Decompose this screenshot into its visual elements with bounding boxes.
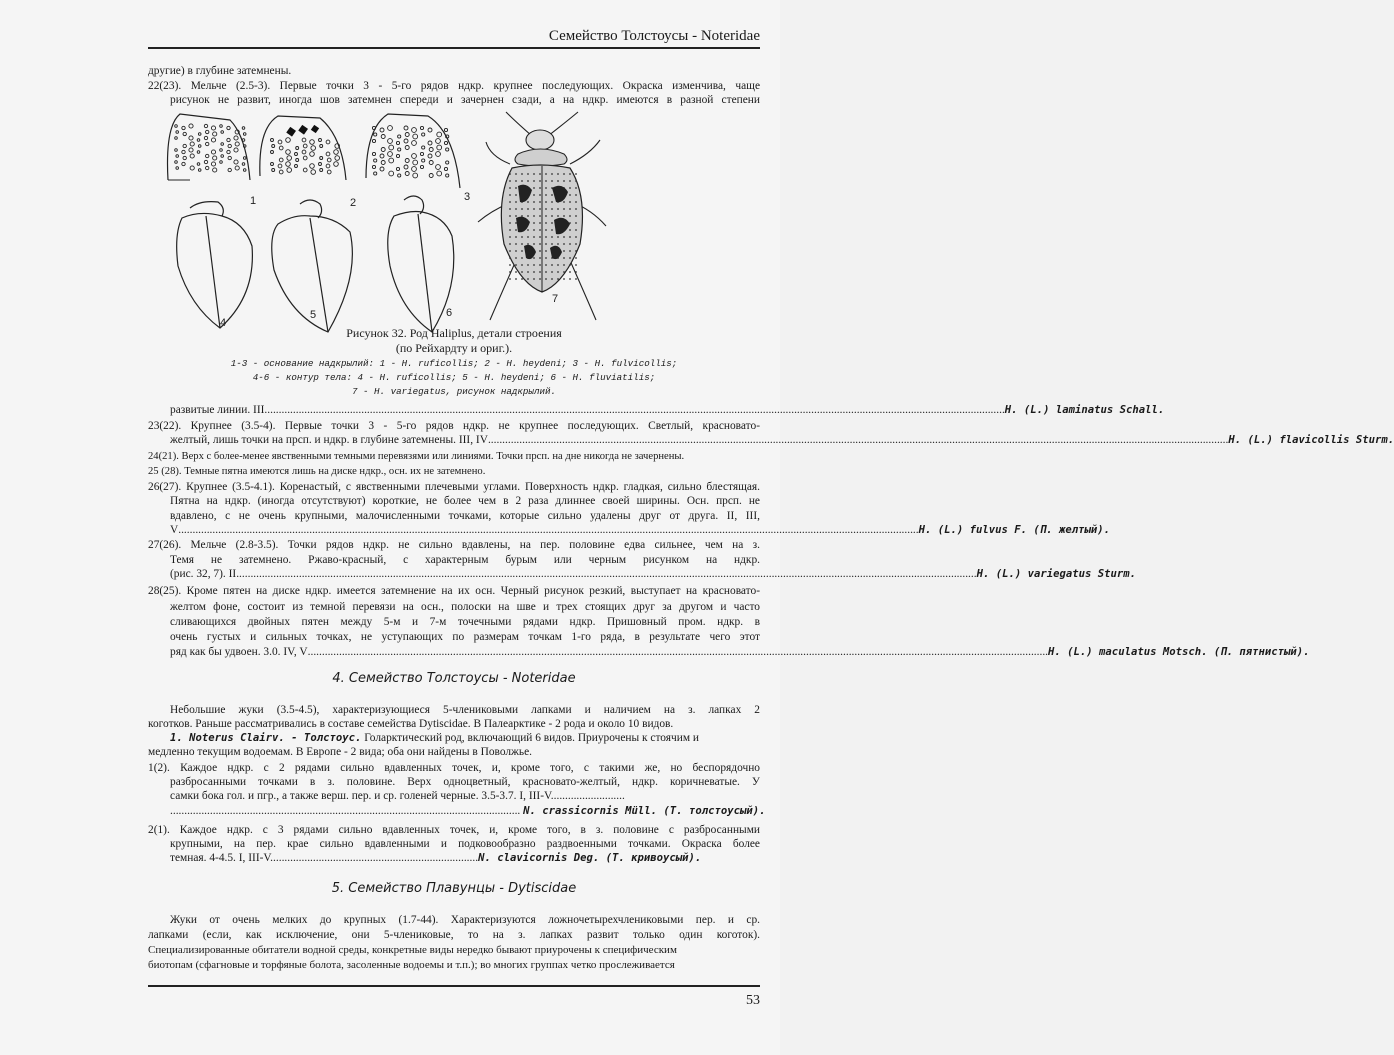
header-rule (148, 47, 760, 49)
figure-legend-line: 1-3 - основание надкрылий: 1 - H. ruficollis; 2 - H. heydeni; 3 - H. fulvicollis; (230, 358, 678, 369)
key-text: 25 (28). Темные пятна имеются лишь на диске ндкр., осн. их не затемнено. (148, 466, 486, 477)
genus-line (170, 731, 760, 745)
elytra-base-sketch-3 (366, 114, 460, 188)
figure-label-7: 7 (552, 293, 559, 305)
key-text-line (148, 419, 760, 433)
text-line: Специализированные обитатели водной среды, конкретные виды нередко бывают приурочены к специфическим (148, 944, 677, 956)
leader-dots: .................................................................................................................................................................................................................................................................... (178, 524, 919, 536)
species-line (170, 851, 760, 865)
key-text: вдавлено, с не очень крупными, малочисленными точками, которые сильно удалены друг от друга. II, III, (170, 510, 760, 522)
species-name: N. clavicornis Deg. (T. кривоусый). (478, 852, 702, 864)
species-name: H. (L.) flavicollis Sturm. (1228, 434, 1394, 446)
section-heading-dytiscidae: 5. Семейство Плавунцы - Dytiscidae (331, 881, 577, 896)
figure-caption-title: Рисунок 32. Род Haliplus, детали строения (346, 326, 562, 340)
figure-legend-line: 7 - H. variegatus, рисунок надкрылий. (352, 386, 556, 397)
species-name: H. (L.) fulvus F. (П. желтый). (918, 524, 1110, 536)
leader-dots: .......................... (550, 790, 625, 802)
key-species-line (170, 403, 1165, 417)
species-name: N. crassicornis Müll. (T. толстоусый). (523, 805, 766, 817)
key-text: Темя не затемнено. Ржаво-красный, с характерным бурым или черным рисунком на ндкр. (170, 554, 760, 566)
text-line: Жуки от очень мелких до крупных (1.7-44). Характеризуются ложночетырехчлениковыми пер. и ср. (170, 914, 760, 926)
text-line: 1(2). Каждое ндкр. с 2 рядами сильно вдавленных точек, и, кроме того, с такими же, но беспорядочно (148, 762, 760, 774)
leader-dots: .................................................................................................................................................................................................................................................................... (307, 646, 1049, 658)
text-line: Небольшие жуки (3.5-4.5), характеризующиеся 5-члениковыми лапками и наличием на з. лапках 2 (170, 704, 760, 716)
key-text-line (148, 450, 760, 464)
text-fragment: темная. 4-4.5. I, III-V (170, 852, 271, 864)
elytra-base-sketch-2 (260, 116, 346, 180)
key-text-line (170, 615, 760, 629)
beetle-illustration (478, 112, 606, 320)
text-line: биотопам (сфагновые и торфяные болота, засоленные водоемы и т.п.); во многих группах четко прослеживается (148, 959, 675, 971)
beetle-figure (160, 106, 620, 338)
figure-label-5: 5 (310, 309, 317, 321)
key-species-line (170, 567, 1137, 581)
leader-dots: .................................................................................................................................................................................................................................................................... (487, 434, 1229, 446)
text-line: лапками (если, как исключение, они 5-члениковые, то на з. лапках развит только один коготок). (148, 929, 760, 941)
species-name: H. (L.) maculatus Motsch. (П. пятнистый). (1048, 646, 1310, 658)
text-line: разбросанными точками в з. половине. Верх одноцветный, красновато-желтый, ндкр. коричневатые. У (170, 776, 760, 788)
figure-label-3: 3 (464, 191, 471, 203)
section-heading-noteridae: 4. Семейство Толстоусы - Noteridae (332, 671, 576, 686)
key-text: 24(21). Верх с более-менее явственными темными перевязями или линиями. Точки прсп. на дне никогда не зачернены. (148, 451, 685, 462)
key-text-line (148, 465, 760, 479)
key-text-line (148, 538, 760, 552)
leader-dots: .................................................................................................................................................................................................................................................................... (236, 568, 977, 580)
body-outline-4 (177, 202, 253, 328)
key-text-line (148, 480, 760, 494)
leader-dots: ........................................................................................................................... (170, 805, 524, 817)
species-name: H. (L.) laminatus Schall. (1004, 404, 1165, 416)
key-species-line (170, 645, 1310, 659)
key-species-line (170, 433, 1394, 447)
key-text: 28(25). Кроме пятен на диске ндкр. имеется затемнение на их осн. Черный рисунок резкий, выступает на красновато- (148, 585, 760, 597)
genus-name: 1. Noterus Clairv. - Толстоус. (170, 732, 362, 744)
key-text: желтый, лишь точки на прсп. и ндкр. в глубине затемнены. III, IV (170, 434, 488, 446)
key-text: V (170, 524, 179, 536)
key-text: ряд как бы удвоен. 3.0. IV, V (170, 646, 308, 658)
key-text: Пятна на ндкр. (иногда отсутствуют) короткие, не более чем в 2 раза длиннее своей ширины. Осн. прсп. не (170, 495, 760, 507)
leader-dots: ......................................................................... (270, 852, 479, 864)
elytra-base-sketch-1 (168, 114, 251, 180)
running-header: Семейство Толстоусы - Noteridae (548, 28, 760, 44)
figure-legend-line: 4-6 - контур тела: 4 - H. ruficollis; 5 - H. heydeni; 6 - H. fluviatilis; (252, 372, 656, 383)
text-line: крупными, на пер. крае сильно вдавленными и подковообразно раздвоенными точками. Окраска более (170, 838, 760, 850)
text-line: медленно текущим водоемам. В Европе - 2 вида; оба они найдены в Поволжье. (148, 746, 533, 758)
text-line: другие) в глубине затемнены. (148, 65, 292, 77)
figure-label-2: 2 (350, 197, 357, 209)
text-line: 2(1). Каждое ндкр. с 3 рядами сильно вдавленных точек, и, кроме того, в з. половине с разбросанными (148, 824, 760, 836)
key-text: желтом фоне, состоит из темной перевязи на осн., полоски на шве и трех стоящих друг за другом и часто (170, 601, 760, 613)
genus-description: Голарктический род, включающий 6 видов. Приурочены к стоячим и (364, 732, 699, 744)
figure-caption-subtitle: (по Рейхардту и ориг.). (395, 341, 513, 355)
body-outline-6 (388, 196, 454, 332)
figure-label-6: 6 (446, 307, 453, 319)
key-text: (рис. 32, 7). II (170, 568, 237, 580)
figure-label-1: 1 (250, 195, 257, 207)
key-text: развитые линии. III (170, 404, 265, 416)
page-number: 53 (746, 993, 760, 1008)
key-text-line (170, 494, 760, 508)
key-text-line (148, 584, 760, 598)
figure-label-4: 4 (220, 317, 227, 329)
key-species-line (170, 523, 1110, 537)
species-name: H. (L.) variegatus Sturm. (976, 568, 1137, 580)
key-text: сливающихся двойных пятен между 5-м и 7-м точечными рядами ндкр. Пришовный пром. ндкр. в (170, 616, 760, 628)
leader-dots: .................................................................................................................................................................................................................................................................... (264, 404, 1005, 416)
footer-rule (148, 985, 760, 987)
text-fragment: самки бока гол. и пгр., а также верш. пер. и ср. голеней черные. 3.5-3.7. I, III-V (170, 790, 551, 802)
text-line: рисунок не развит, иногда шов затемнен спереди и зачернен сзади, а на ндкр. имеются в разной степени (170, 94, 760, 106)
text-line: 22(23). Мельче (2.5-3). Первые точки 3 - 5-го рядов ндкр. крупнее последующих. Окраска изменчива, чаще (148, 80, 760, 92)
key-text: очень густых и сильных точках, не уступающих по размерам точкам 1-го ряда, в результате чего этот (170, 631, 760, 643)
key-text-line (170, 600, 760, 614)
species-line (170, 804, 766, 818)
key-text-line (170, 553, 760, 567)
key-text: 27(26). Мельче (2.8-3.5). Точки рядов ндкр. не сильно вдавлены, на пер. половине едва сильнее, чем на з. (148, 539, 760, 551)
text-line (170, 789, 760, 803)
text-line: коготков. Раньше рассматривались в составе семейства Dytiscidae. В Палеарктике - 2 рода и около 10 видов. (148, 718, 674, 730)
key-text: 26(27). Крупнее (3.5-4.1). Коренастый, с явственными плечевыми углами. Поверхность ндкр. гладкая, сильно блестящая. (148, 481, 760, 493)
key-text-line (170, 630, 760, 644)
key-text: 23(22). Крупнее (3.5-4). Первые точки 3 - 5-го рядов ндкр. не крупнее последующих. Светлый, красновато- (148, 420, 760, 432)
key-text-line (170, 509, 760, 523)
